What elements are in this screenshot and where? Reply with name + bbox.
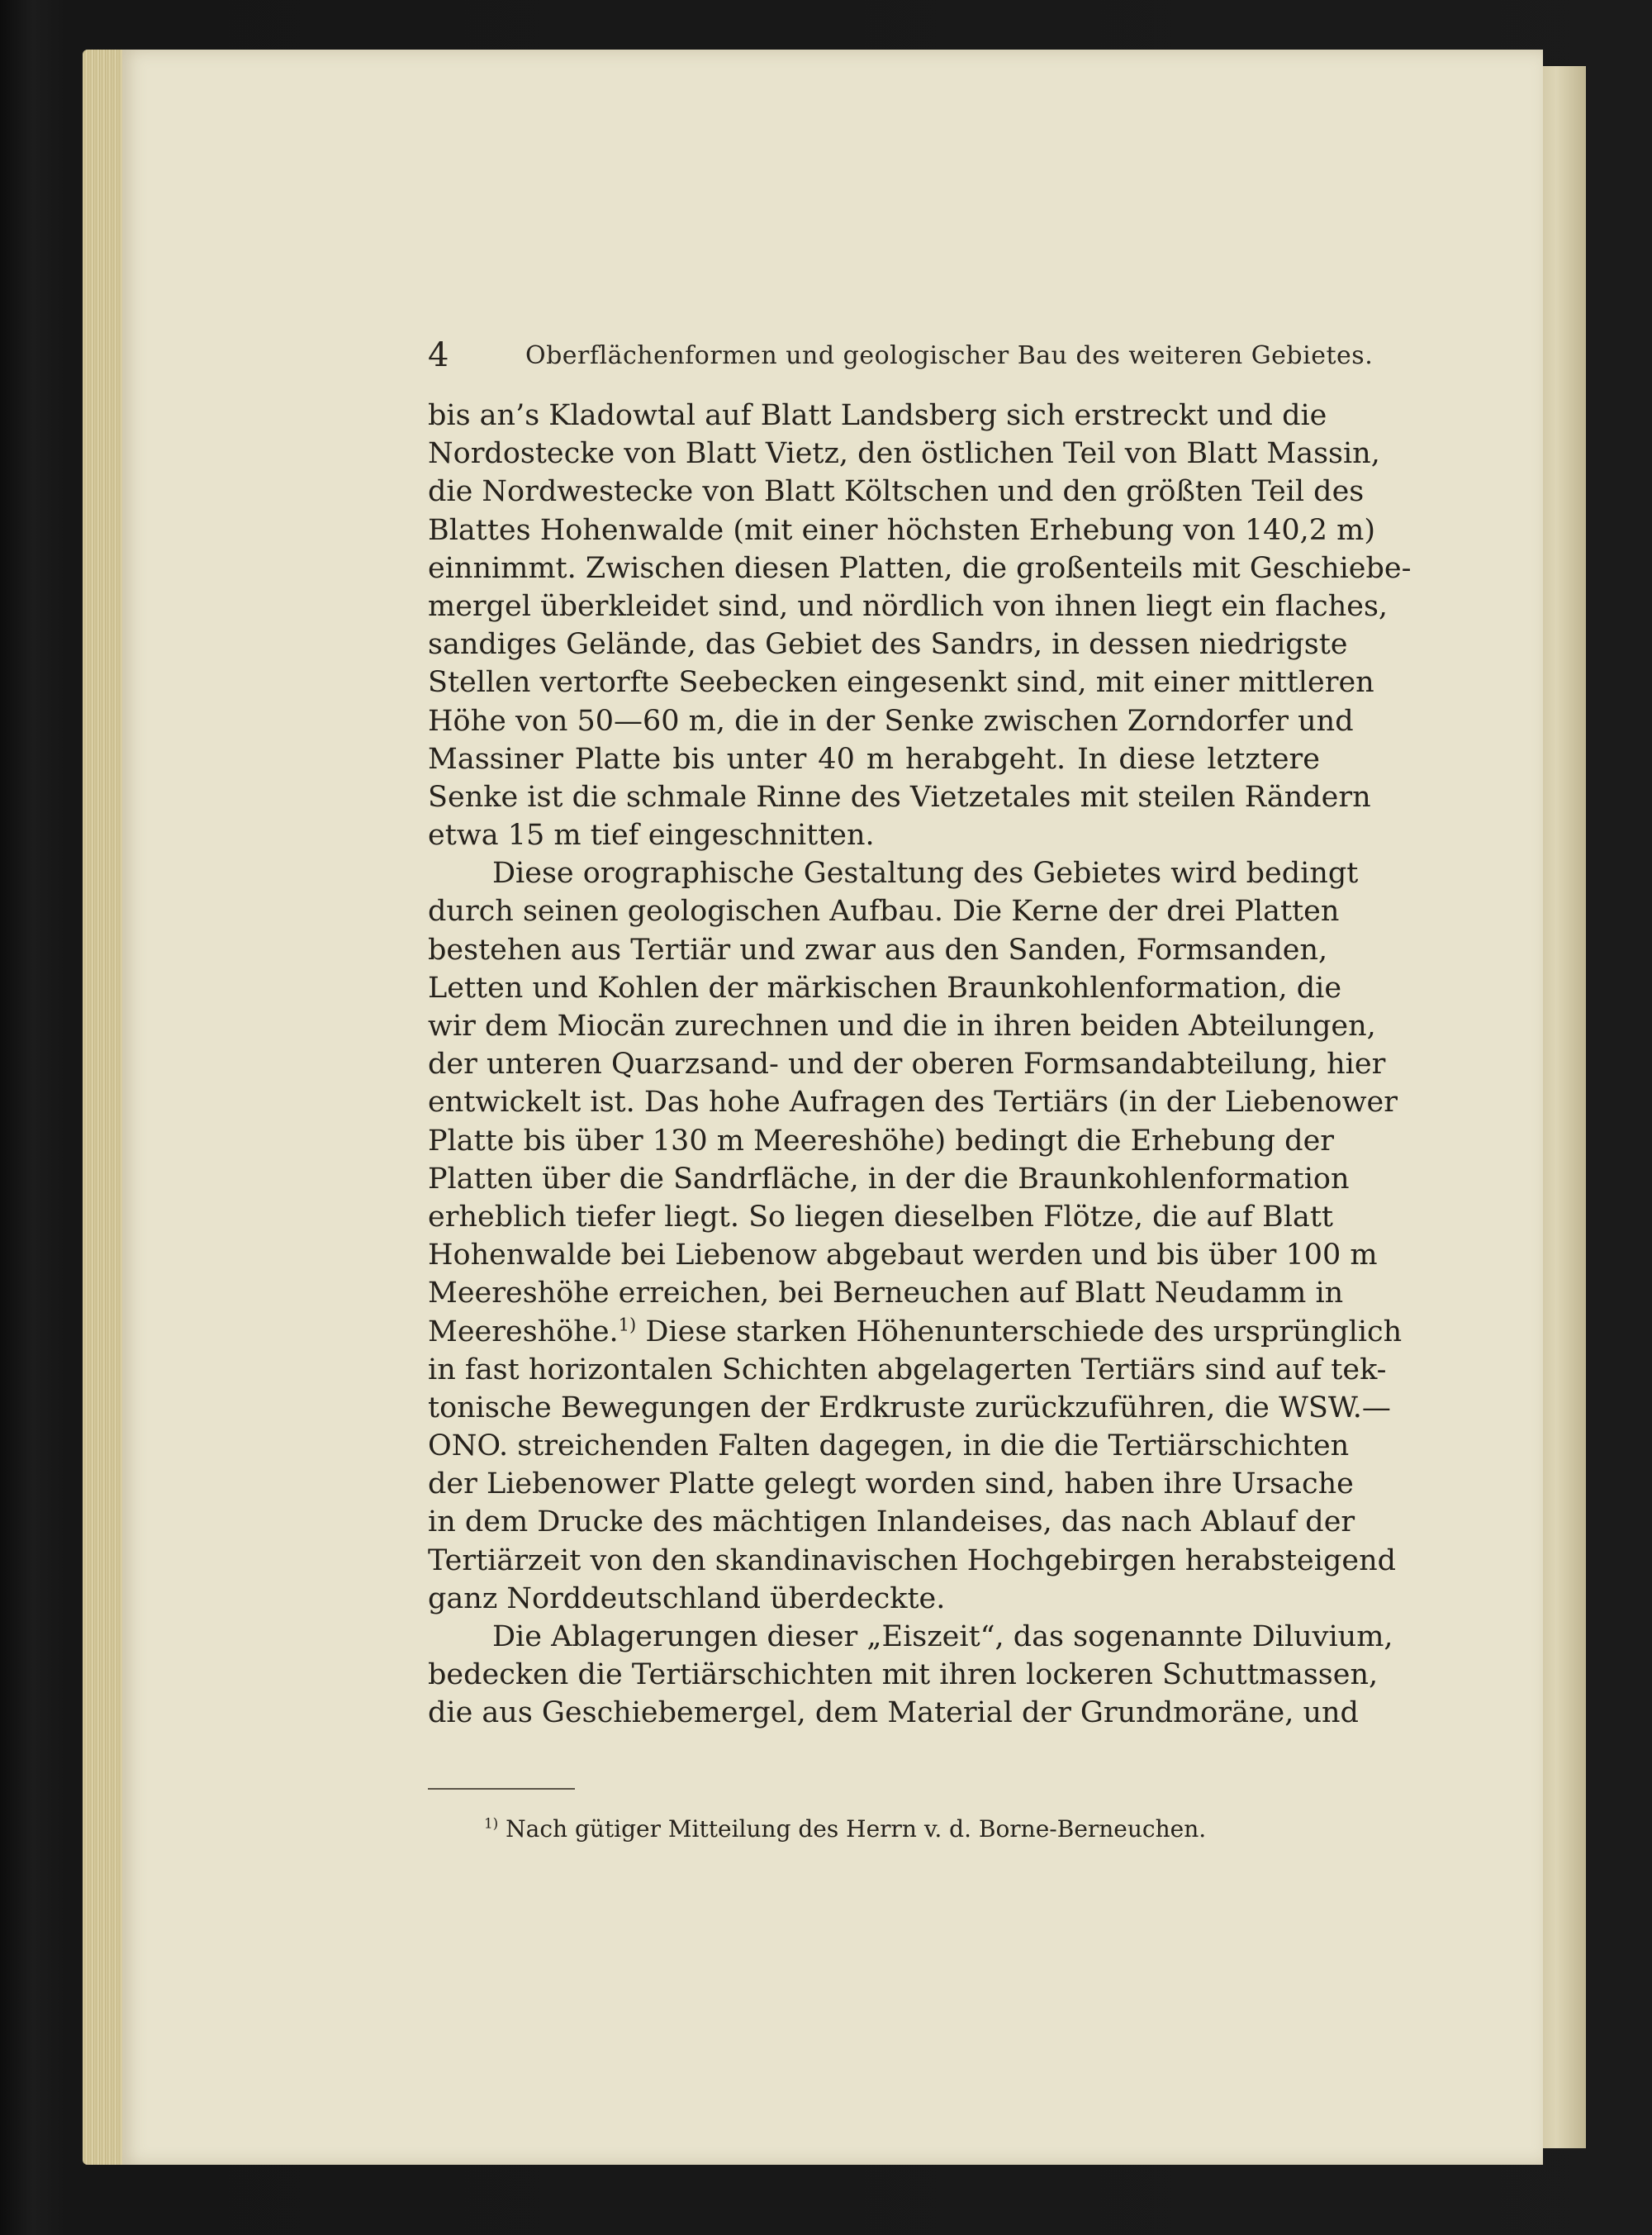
text-line: Stellen vertorfte Seebecken eingesenkt sind, mit einer mittleren (428, 666, 1374, 700)
footnote-rule (428, 1788, 575, 1790)
text-line: Massiner Platte bis unter 40 m herabgeht. In diese letztere (428, 742, 1320, 776)
text-line: bedecken die Tertiärschichten mit ihren lockeren Schuttmassen, (428, 1658, 1379, 1692)
text-line: einnimmt. Zwischen diesen Platten, die großenteils mit Geschiebe- (428, 551, 1412, 585)
text-line: mergel überkleidet sind, und nördlich von ihnen liegt ein flaches, (428, 589, 1389, 623)
text-line: bis an’s Kladowtal auf Blatt Landsberg sich erstreckt und die (428, 399, 1327, 432)
text-line: etwa 15 m tief eingeschnitten. (428, 819, 875, 853)
page-edge-right (1536, 66, 1586, 2148)
text-line: Höhe von 50—60 m, die in der Senke zwischen Zorndorfer und (428, 704, 1354, 738)
text-line: ONO. streichenden Falten dagegen, in die die Tertiärschichten (428, 1429, 1350, 1463)
footnote-text: Nach gütiger Mitteilung des Herrn v. d. Borne-Berneuchen. (498, 1815, 1207, 1843)
text-line: Die Ablagerungen dieser „Eiszeit“, das sogenannte Diluvium, (492, 1620, 1393, 1653)
text-line: Tertiärzeit von den skandinavischen Hochgebirgen herabsteigend (428, 1543, 1397, 1577)
running-head: Oberflächenformen und geologischer Bau des weiteren Gebietes. (525, 341, 1374, 370)
page-header (428, 332, 1374, 382)
text-line: ganz Norddeutschland überdeckte. (428, 1581, 946, 1615)
text-line: der unteren Quarzsand- und der oberen Formsandabteilung, hier (428, 1048, 1386, 1082)
text-line: Letten und Kohlen der märkischen Braunkohlenformation, die (428, 971, 1342, 1005)
text-line: entwickelt ist. Das hohe Aufragen des Tertiärs (in der Liebenower (428, 1086, 1398, 1120)
text-line: tonische Bewegungen der Erdkruste zurückzuführen, die WSW.— (428, 1391, 1391, 1424)
text-line-with-note (428, 1313, 1403, 1351)
page-number: 4 (428, 336, 449, 374)
text-line: sandiges Gelände, das Gebiet des Sandrs, in dessen niedrigste (428, 628, 1348, 662)
text-line: Senke ist die schmale Rinne des Vietzetales mit steilen Rändern (428, 780, 1371, 814)
text-line: in fast horizontalen Schichten abgelagerten Tertiärs sind auf tek- (428, 1353, 1387, 1386)
footnote-mark: 1) (484, 1814, 499, 1832)
text-line-rest: Diese starken Höhenunterschiede des ursprünglich (636, 1315, 1403, 1348)
text-line: die aus Geschiebemergel, dem Material der Grundmoräne, und (428, 1696, 1359, 1730)
footnote-reference: 1) (618, 1314, 637, 1334)
footnote (484, 1811, 1206, 1847)
body-text (428, 397, 1412, 1733)
text-line: Platte bis über 130 m Meereshöhe) bedingt die Erhebung der (428, 1124, 1335, 1158)
text-line: Hohenwalde bei Liebenow abgebaut werden und bis über 100 m (428, 1239, 1378, 1272)
text-line: erheblich tiefer liegt. So liegen dieselben Flötze, die auf Blatt (428, 1200, 1333, 1234)
text-line: Meereshöhe erreichen, bei Berneuchen auf Blatt Neudamm in (428, 1277, 1344, 1310)
text-line: Nordostecke von Blatt Vietz, den östlichen Teil von Blatt Massin, (428, 437, 1380, 471)
text-line: wir dem Miocän zurechnen und die in ihren beiden Abteilungen, (428, 1010, 1376, 1043)
text-line: bestehen aus Tertiär und zwar aus den Sanden, Formsanden, (428, 933, 1328, 967)
text-line-start: Meereshöhe. (428, 1315, 619, 1348)
text-line: Blattes Hohenwalde (mit einer höchsten Erhebung von 140,2 m) (428, 513, 1376, 547)
text-line: der Liebenower Platte gelegt worden sind, haben ihre Ursache (428, 1467, 1354, 1501)
text-line: die Nordwestecke von Blatt Költschen und den größten Teil des (428, 475, 1365, 509)
text-line: Diese orographische Gestaltung des Gebietes wird bedingt (492, 857, 1359, 891)
text-line: Platten über die Sandrfläche, in der die Braunkohlenformation (428, 1162, 1350, 1196)
text-line: in dem Drucke des mächtigen Inlandeises, das nach Ablauf der (428, 1505, 1355, 1539)
text-line: durch seinen geologischen Aufbau. Die Kerne der drei Platten (428, 895, 1340, 929)
